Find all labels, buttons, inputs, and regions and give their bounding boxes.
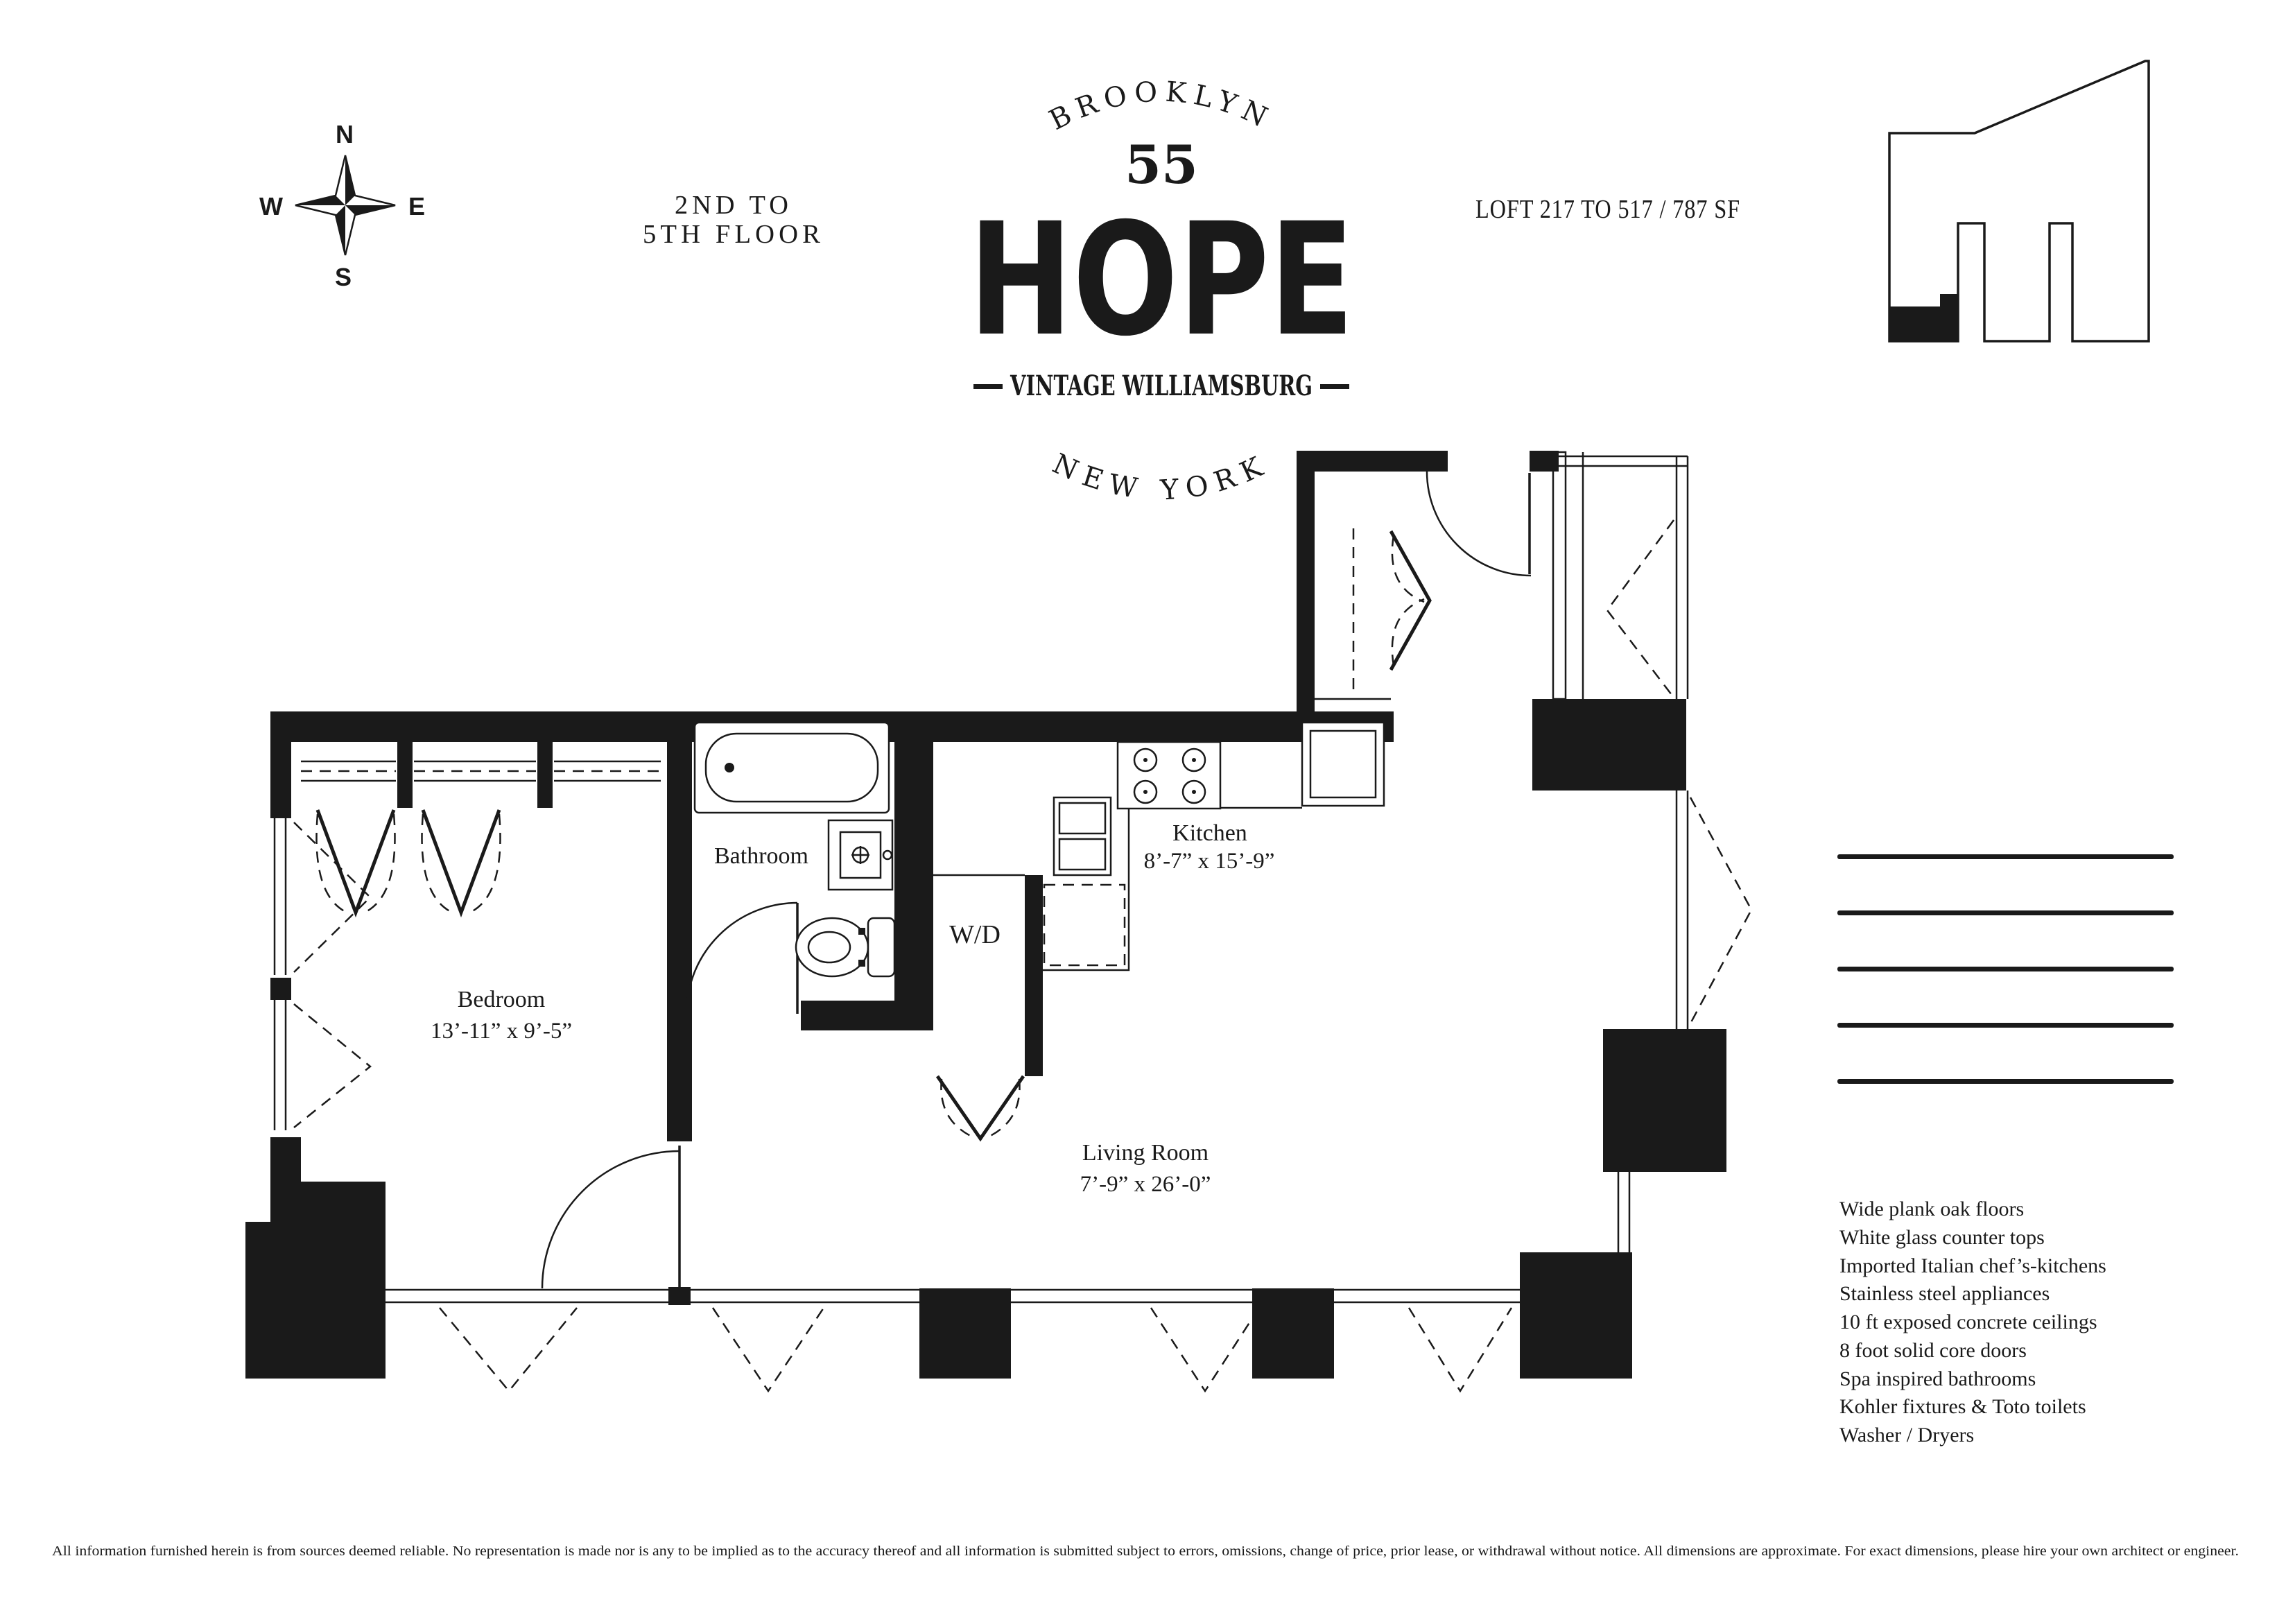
- logo-state: NEW YORK: [1048, 447, 1275, 507]
- logo-tagline: VINTAGE WILLIAMSBURG: [1010, 370, 1313, 402]
- signature-lines: [1837, 854, 2174, 1084]
- compass-south-label: S: [334, 263, 352, 291]
- dishwasher: [1044, 885, 1125, 965]
- bathroom-door-swing: [686, 903, 797, 1014]
- compass-west-label: W: [259, 192, 283, 221]
- washer-dryer-doors: [937, 1076, 1023, 1139]
- floor-range-line1: 2ND TO: [675, 191, 793, 220]
- living-room-label: Living Room: [1082, 1140, 1209, 1166]
- washer-dryer-label: W/D: [949, 920, 1001, 949]
- floor-plan: [245, 451, 1751, 1391]
- bedroom-label: Bedroom: [457, 987, 546, 1012]
- feature-item: Stainless steel appliances: [1839, 1282, 2050, 1305]
- compass-rose-icon: [259, 120, 425, 291]
- logo-city: BROOKLYN: [1044, 76, 1279, 137]
- compass-north-label: N: [336, 120, 354, 148]
- floor-range-line2: 5TH FLOOR: [643, 220, 824, 249]
- living-room-dimensions: 7’-9” x 26’-0”: [1080, 1172, 1211, 1197]
- logo-name: HOPE: [969, 189, 1354, 370]
- bathroom-label: Bathroom: [714, 843, 808, 869]
- feature-item: Kohler fixtures & Toto toilets: [1839, 1395, 2086, 1418]
- feature-item: 10 ft exposed concrete ceilings: [1839, 1311, 2097, 1333]
- feature-item: Imported Italian chef’s-kitchens: [1839, 1254, 2106, 1277]
- disclaimer: All information furnished herein is from sources deemed reliable. No representation is made nor is any to be implied as to the accuracy thereof and all information is submitted subject to errors, omissions, change of price, prior lease, or withdrawal without notice. All dimensions are approximate. For exact dimensions, please hire your own architect or engineer.: [52, 1544, 2239, 1559]
- bedroom-door-swing: [542, 1151, 679, 1288]
- feature-item: Spa inspired bathrooms: [1839, 1367, 2036, 1390]
- entry-closet: [1315, 528, 1430, 699]
- kitchen-dimensions: 8’-7” x 15’-9”: [1143, 849, 1275, 874]
- walls: [245, 451, 1726, 1379]
- compass-east-label: E: [408, 192, 426, 221]
- loft-info: LOFT 217 TO 517 / 787 SF: [1475, 195, 1740, 224]
- features-list: [1839, 1198, 2106, 1446]
- closet-bifold-doors: [1391, 531, 1430, 670]
- feature-item: White glass counter tops: [1839, 1226, 2045, 1249]
- key-plan-unit-highlight: [1889, 294, 1958, 341]
- kitchen-label: Kitchen: [1172, 820, 1247, 846]
- tagline-dash-left: [973, 384, 1003, 389]
- key-plan-building-icon: [1889, 61, 2149, 341]
- floor-range: [643, 191, 824, 249]
- kitchen-fixtures: [1041, 723, 1384, 970]
- entry-door-swing: [1427, 472, 1531, 576]
- feature-item: 8 foot solid core doors: [1839, 1339, 2027, 1362]
- feature-item: Wide plank oak floors: [1839, 1198, 2025, 1220]
- logo: [969, 76, 1354, 506]
- feature-item: Washer / Dryers: [1839, 1424, 1975, 1446]
- tagline-dash-right: [1320, 384, 1349, 389]
- logo-number: 55: [1125, 134, 1198, 196]
- windows: [275, 452, 1751, 1391]
- stove: [1118, 742, 1220, 809]
- bedroom-dimensions: 13’-11” x 9’-5”: [430, 1019, 573, 1044]
- bedroom-closet: [301, 761, 661, 914]
